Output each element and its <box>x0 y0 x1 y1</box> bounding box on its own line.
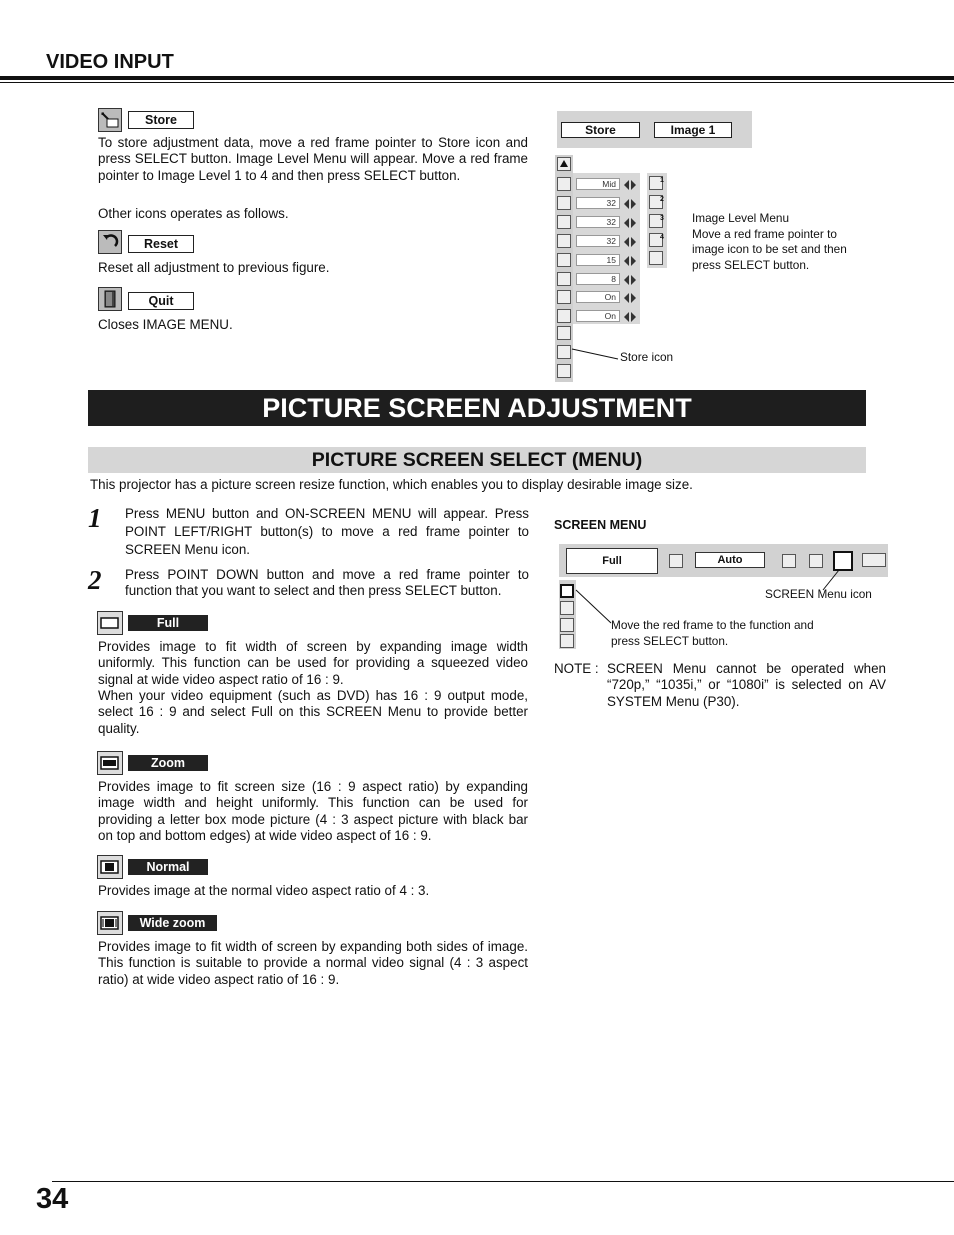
wide-zoom-label: Wide zoom <box>128 915 217 931</box>
screen-menu-setting-icon <box>862 553 886 567</box>
store-icon-leader <box>570 345 620 365</box>
left-right-arrow-icon <box>623 310 637 328</box>
left-right-arrow-icon <box>623 235 637 253</box>
left-right-arrow-icon <box>623 254 637 272</box>
reset-description: Reset all adjustment to previous figure. <box>98 260 330 275</box>
normal-icon <box>97 855 123 879</box>
menu-row-value: 15 <box>576 254 620 266</box>
zoom-description: Provides image to fit screen size (16 : 9 aspect ratio) by expanding image width and height uniformly. This function can be used for providing a letter box mode picture (4 : 3 aspect picture with black bar on top and bottom edges) at wide video aspect of 16 : 9. <box>98 779 528 844</box>
figure-store-icon <box>557 345 571 359</box>
left-right-arrow-icon <box>623 273 637 291</box>
screen-menu-normal-icon <box>560 618 574 632</box>
menu-row-value: 8 <box>576 273 620 285</box>
step-number: 1 <box>88 503 102 533</box>
sharpness-icon <box>557 272 571 286</box>
quit-icon <box>98 287 122 311</box>
normal-label: Normal <box>128 859 208 875</box>
left-right-arrow-icon <box>623 216 637 234</box>
wide-zoom-icon <box>97 911 123 935</box>
menu-row-value: Mid <box>576 178 620 190</box>
store-icon-callout: Store icon <box>620 350 674 364</box>
section-title: VIDEO INPUT <box>46 51 174 73</box>
store-button-figure: Store <box>561 122 640 138</box>
zoom-icon <box>97 751 123 775</box>
left-right-arrow-icon <box>623 178 637 196</box>
main-banner: PICTURE SCREEN ADJUSTMENT <box>88 390 866 426</box>
figure-quit-icon <box>557 364 571 378</box>
left-right-arrow-icon <box>623 291 637 309</box>
intro-text: This projector has a picture screen resize function, which enables you to display desirable image size. <box>90 477 693 492</box>
image-level-button-figure: Image 1 <box>654 122 732 138</box>
full-label: Full <box>128 615 208 631</box>
normal-description: Provides image at the normal video aspect ratio of 4 : 3. <box>98 883 430 898</box>
wide-zoom-description: Provides image to fit width of screen by expanding both sides of image. This function is suitable to provide a normal video signal (4 : 3 aspect ratio) at wide video aspect ratio of 16 : 9. <box>98 939 528 987</box>
image-level-quit-icon <box>649 251 663 265</box>
reset-icon <box>98 230 122 254</box>
store-label: Store <box>128 111 194 129</box>
screen-menu-wide-zoom-icon <box>560 634 574 648</box>
screen-menu-auto-box: Auto <box>695 552 765 568</box>
reset-label: Reset <box>128 235 194 253</box>
step-number: 2 <box>88 565 102 595</box>
menu-row-value: 32 <box>576 235 620 247</box>
menu-row-value: 32 <box>576 216 620 228</box>
tint-icon <box>557 234 571 248</box>
brightness-icon <box>557 196 571 210</box>
other-icons-text: Other icons operates as follows. <box>98 206 289 221</box>
noise-reduction-icon <box>557 309 571 323</box>
screen-menu-image-icon <box>809 554 823 568</box>
red-frame-leader <box>574 586 614 626</box>
store-description: To store adjustment data, move a red frame pointer to Store icon and press SELECT button. Image Level Menu will appear. Move a red frame pointer to Image Level 1 to 4 and then press SELECT button. <box>98 135 528 183</box>
menu-row-value: 32 <box>576 197 620 209</box>
step-text: Press MENU button and ON-SCREEN MENU will appear. Press POINT LEFT/RIGHT button(s) to move a red frame pointer to SCREEN Menu icon. <box>125 506 529 557</box>
full-description-dvd: When your video equipment (such as DVD) has 16 : 9 output mode, select 16 : 9 and select Full on this SCREEN Menu to provide better quality. <box>98 688 528 736</box>
screen-menu-zoom-icon <box>560 601 574 615</box>
note-text: SCREEN Menu cannot be operated when “720p,” “1035i,” or “1080i” is selected on AV SYSTEM Menu (P30). <box>607 661 886 709</box>
zoom-label: Zoom <box>128 755 208 771</box>
screen-menu-full-box: Full <box>566 548 658 574</box>
footer-rule <box>52 1181 954 1182</box>
full-description: Provides image to fit width of screen by expanding image width uniformly. This function can be used for providing a squeezed video signal at wide video aspect ratio of 16 : 9. <box>98 639 528 687</box>
screen-menu-system-icon <box>782 554 796 568</box>
white-balance-icon <box>557 253 571 267</box>
page-number: 34 <box>36 1183 69 1215</box>
gamma-icon <box>557 290 571 304</box>
menu-row-value: On <box>576 310 620 322</box>
contrast-icon <box>557 177 571 191</box>
header-rule <box>0 76 954 80</box>
screen-menu-icon-callout: SCREEN Menu icon <box>765 587 872 601</box>
full-icon <box>97 611 123 635</box>
store-icon <box>98 108 122 132</box>
screen-menu-full-icon <box>560 584 574 598</box>
quit-description: Closes IMAGE MENU. <box>98 317 233 332</box>
sub-banner: PICTURE SCREEN SELECT (MENU) <box>88 447 866 473</box>
left-right-arrow-icon <box>623 197 637 215</box>
figure-reset-icon <box>557 326 571 340</box>
quit-label: Quit <box>128 292 194 310</box>
screen-menu-input-icon <box>669 554 683 568</box>
red-frame-callout: Move the red frame to the function and press SELECT button. <box>611 618 814 648</box>
image-level-callout: Image Level Menu Move a red frame pointer to image icon to be set and then press SELECT button. <box>692 211 847 272</box>
note-label: NOTE : <box>554 661 599 676</box>
color-icon <box>557 215 571 229</box>
screen-menu-heading: SCREEN MENU <box>554 518 647 532</box>
step-text: Press POINT DOWN button and move a red frame pointer to function that you want to select and then press SELECT button. <box>125 567 529 599</box>
menu-row-value: On <box>576 291 620 303</box>
header-rule-thin <box>0 82 954 83</box>
up-arrow-icon <box>557 157 571 176</box>
